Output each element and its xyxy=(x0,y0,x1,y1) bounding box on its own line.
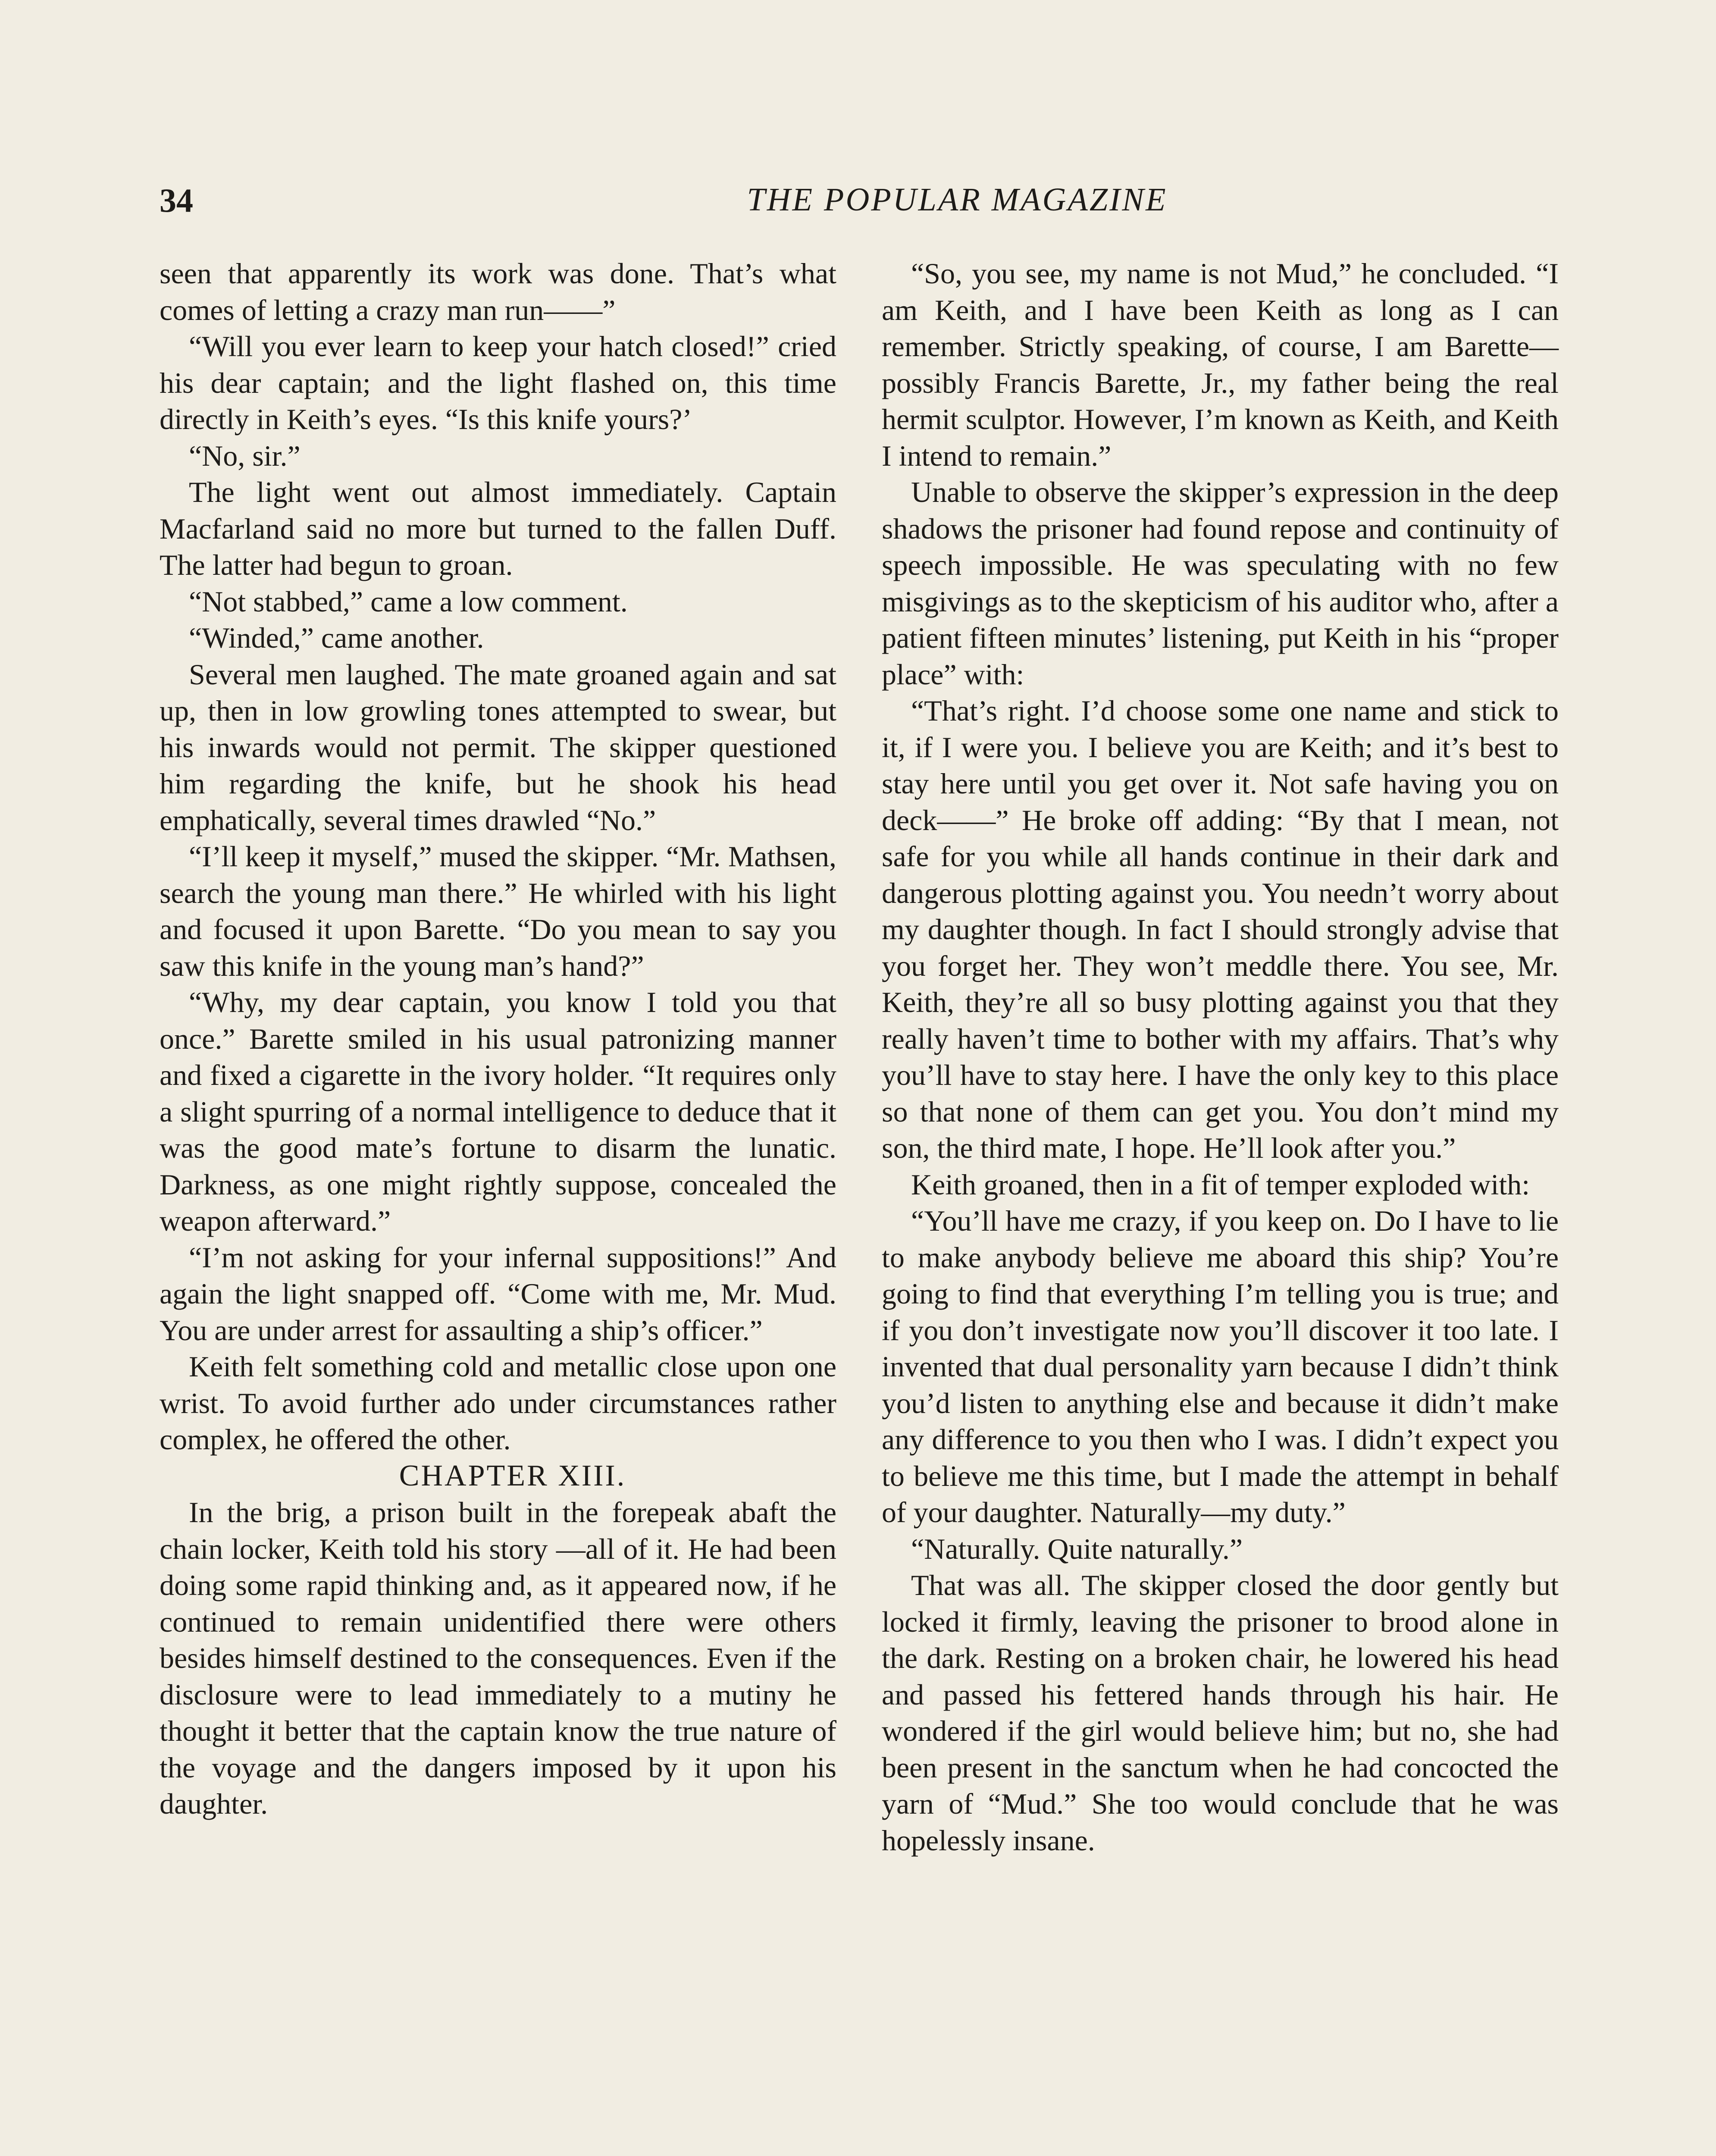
paragraph: “Will you ever learn to keep your hatch closed!” cried his dear captain; and the light flashed on, this time directly in Keith’s eyes. “Is this knife yours?’ xyxy=(160,330,836,436)
page-number: 34 xyxy=(160,182,193,219)
right-column xyxy=(882,255,1559,1858)
paragraph: “No, sir.” xyxy=(189,439,301,472)
paragraph: “So, you see, my name is not Mud,” he concluded. “I am Keith, and I have been Keith as long as I can remember. Strictly speaking, of course, I am Barette—possibly Francis Barette, Jr., my father being the real hermit sculptor. However, I’m known as Keith, and Keith I intend to remain.” xyxy=(882,257,1559,472)
left-column xyxy=(160,255,836,1822)
paragraph: Keith felt something cold and metallic close upon one wrist. To avoid further ado under circumstances rather complex, he offered the other. xyxy=(160,1350,836,1456)
paragraph: “Not stabbed,” came a low comment. xyxy=(189,585,628,618)
running-head: THE POPULAR MAGAZINE xyxy=(747,182,1168,218)
paragraph: That was all. The skipper closed the door gently but locked it firmly, leaving the prisoner to brood alone in the dark. Resting on a broken chair, he lowered his head and passed his fettered hands through his hair. He wondered if the girl would believe him; but no, she had been present in the sanctum when he had concocted the yarn of “Mud.” She too would conclude that he was hopelessly insane. xyxy=(882,1569,1559,1857)
paragraph: The light went out almost immediately. Captain Macfarland said no more but turned to the fallen Duff. The latter had begun to groan. xyxy=(160,476,836,581)
paragraph: Unable to observe the skipper’s expression in the deep shadows the prisoner had found repose and continuity of speech impossible. He was speculating with no few misgivings as to the skepticism of his auditor who, after a patient fifteen minutes’ listening, put Keith in his “proper place” with: xyxy=(882,476,1559,691)
paragraph: “I’m not asking for your infernal suppositions!” And again the light snapped off. “Come with me, Mr. Mud. You are under arrest for assaulting a ship’s officer.” xyxy=(160,1241,836,1347)
paragraph: “I’ll keep it myself,” mused the skipper. “Mr. Mathsen, search the young man there.” He whirled with his light and focused it upon Barette. “Do you mean to say you saw this knife in the young man’s hand?” xyxy=(160,840,836,982)
paragraph: seen that apparently its work was done. That’s what comes of letting a crazy man run——” xyxy=(160,257,836,326)
paragraph: “Winded,” came another. xyxy=(189,621,484,654)
paragraph: “You’ll have me crazy, if you keep on. Do I have to lie to make anybody believe me aboard this ship? You’re going to find that everything I’m telling you is true; and if you don’t investigate now you’ll discover it too late. I invented that dual personality yarn because I didn’t think you’d listen to anything else and because it didn’t make any difference to you then who I was. I didn’t expect you to believe me this time, but I made the attempt in behalf of your daughter. Naturally—my duty.” xyxy=(882,1204,1559,1529)
paragraph: “Why, my dear captain, you know I told you that once.” Barette smiled in his usual patronizing manner and fixed a cigarette in the ivory holder. “It requires only a slight spurring of a normal intelligence to deduce that it was the good mate’s fortune to disarm the lunatic. Darkness, as one might rightly suppose, concealed the weapon afterward.” xyxy=(160,986,836,1237)
chapter-heading: CHAPTER XIII. xyxy=(399,1459,626,1492)
page-header xyxy=(160,181,1539,220)
paragraph: Several men laughed. The mate groaned again and sat up, then in low growling tones attempted to swear, but his inwards would not permit. The skipper questioned him regarding the knife, but he shook his head emphatically, several times drawled “No.” xyxy=(160,658,836,837)
paragraph: In the brig, a prison built in the forepeak abaft the chain locker, Keith told his story —all of it. He had been doing some rapid thinking and, as it appeared now, if he continued to remain unidentified there were others besides himself destined to the consequences. Even if the disclosure were to lead immediately to a mutiny he thought it better that the captain know the true nature of the voyage and the dangers imposed by it upon his daughter. xyxy=(160,1496,836,1820)
paragraph: “That’s right. I’d choose some one name and stick to it, if I were you. I believe you are Keith; and it’s best to stay here until you get over it. Not safe having you on deck——” He broke off adding: “By that I mean, not safe for you while all hands continue in their dark and dangerous plotting against you. You needn’t worry about my daughter though. In fact I should strongly advise that you forget her. They won’t meddle there. You see, Mr. Keith, they’re all so busy plotting against you that they really haven’t time to bother with my affairs. That’s why you’ll have to stay here. I have the only key to this place so that none of them can get you. You don’t mind my son, the third mate, I hope. He’ll look after you.” xyxy=(882,694,1559,1164)
paragraph: Keith groaned, then in a fit of temper exploded with: xyxy=(911,1168,1530,1201)
paragraph: “Naturally. Quite naturally.” xyxy=(911,1532,1243,1565)
